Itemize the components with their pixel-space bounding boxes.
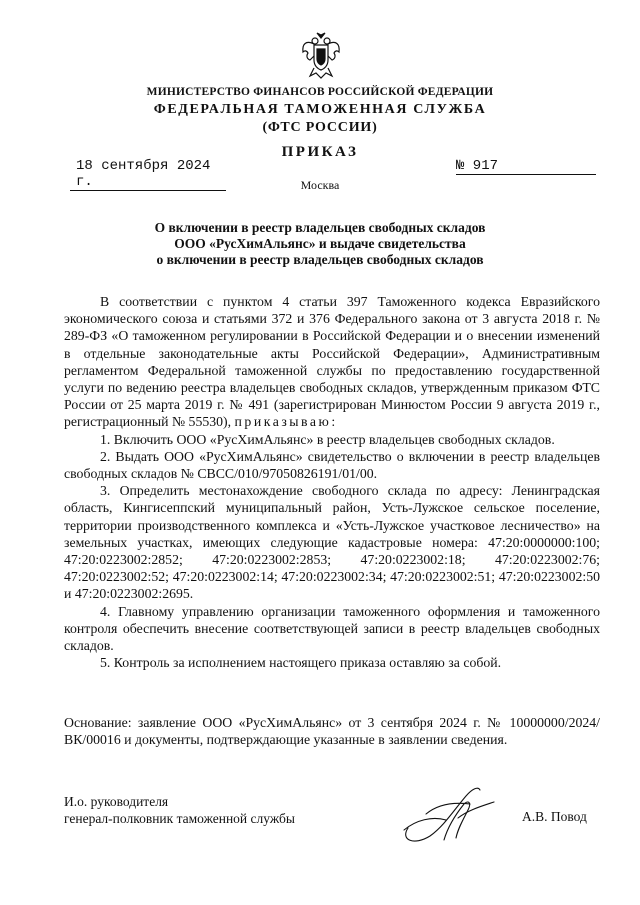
coat-of-arms-icon bbox=[300, 30, 342, 80]
title-line: о включении в реестр владельцев свободных складов bbox=[156, 252, 484, 267]
service-short-name: (ФТС РОССИИ) bbox=[262, 120, 378, 135]
order-item-2: 2. Выдать ООО «РусХимАльянс» свидетельство о включении в реестр владельцев свободных складов № СВСС/010/97050826191/01/00. bbox=[64, 448, 600, 482]
position-line-1: И.о. руководителя bbox=[64, 794, 169, 809]
title-line: О включении в реестр владельцев свободных складов bbox=[154, 220, 486, 235]
order-item-3: 3. Определить местонахождение свободного склада по адресу: Ленинградская область, Кингисеппский муниципальный район, Усть-Лужское сельское поселение, территории производственного комплекса и «Усть-Лужское участковое лесничество» на земельных участках, имеющих следующие кадастровые номера: 47:20:0000000:100; 47:20:0223002:2852; 47:20:0223002:2853; 47:20:0223002:18; 47:20:0223002:76; 47:20:0223002:52; 47:20:0223002:14; 47:20:0223002:34; 47:20:0223002:51; 47:20:0223002:50 и 47:20:0223002:2695. bbox=[64, 483, 600, 602]
signatory-name: А.В. Повод bbox=[522, 809, 587, 824]
preamble-text: В соответствии с пунктом 4 статьи 397 Таможенного кодекса Евразийского экономического союза и статьями 372 и 376 Федерального закона от 3 августа 2018 г. № 289-ФЗ «О таможенном регулировании в Российской Федерации и о внесении изменений в отдельные законодательные акты Российской Федерации», Административным регламентом Федеральной таможенной службы по предоставлению государственной услуги по ведению реестра владельцев свободных складов, утвержденным приказом ФТС России от 25 марта 2019 г. № 491 (зарегистрирован Минюстом России 9 августа 2019 г., регистрационный № 55530), bbox=[64, 294, 600, 430]
order-item-5: 5. Контроль за исполнением настоящего приказа оставляю за собой. bbox=[100, 655, 502, 671]
order-body bbox=[64, 293, 600, 671]
basis-note: Основание: заявление ООО «РусХимАльянс» от 3 сентября 2024 г. № 10000000/2024/ВК/00016 и документы, подтверждающие указанные в заявлении сведения. bbox=[64, 715, 600, 748]
order-item-4: 4. Главному управлению организации таможенного оформления и таможенного контроля обеспечить внесение соответствующей записи в реестр владельцев свободных складов. bbox=[64, 603, 600, 654]
document-type: ПРИКАЗ bbox=[281, 144, 359, 160]
order-word: приказываю: bbox=[234, 414, 338, 430]
order-number: № 917 bbox=[456, 158, 596, 175]
order-city: Москва bbox=[300, 178, 340, 192]
position-line-2: генерал-полковник таможенной службы bbox=[64, 811, 295, 826]
order-title bbox=[100, 220, 540, 268]
signatory-position bbox=[64, 793, 295, 827]
title-line: ООО «РусХимАльянс» и выдаче свидетельства bbox=[174, 236, 466, 251]
order-date: 18 сентября 2024 г. bbox=[70, 158, 226, 191]
handwritten-signature bbox=[396, 780, 506, 850]
ministry-name: МИНИСТЕРСТВО ФИНАНСОВ РОССИЙСКОЙ ФЕДЕРАЦИИ bbox=[146, 86, 494, 98]
service-name: ФЕДЕРАЛЬНАЯ ТАМОЖЕННАЯ СЛУЖБА bbox=[153, 102, 487, 117]
order-item-1: 1. Включить ООО «РусХимАльянс» в реестр владельцев свободных складов. bbox=[100, 431, 555, 447]
preamble-paragraph bbox=[64, 293, 600, 431]
